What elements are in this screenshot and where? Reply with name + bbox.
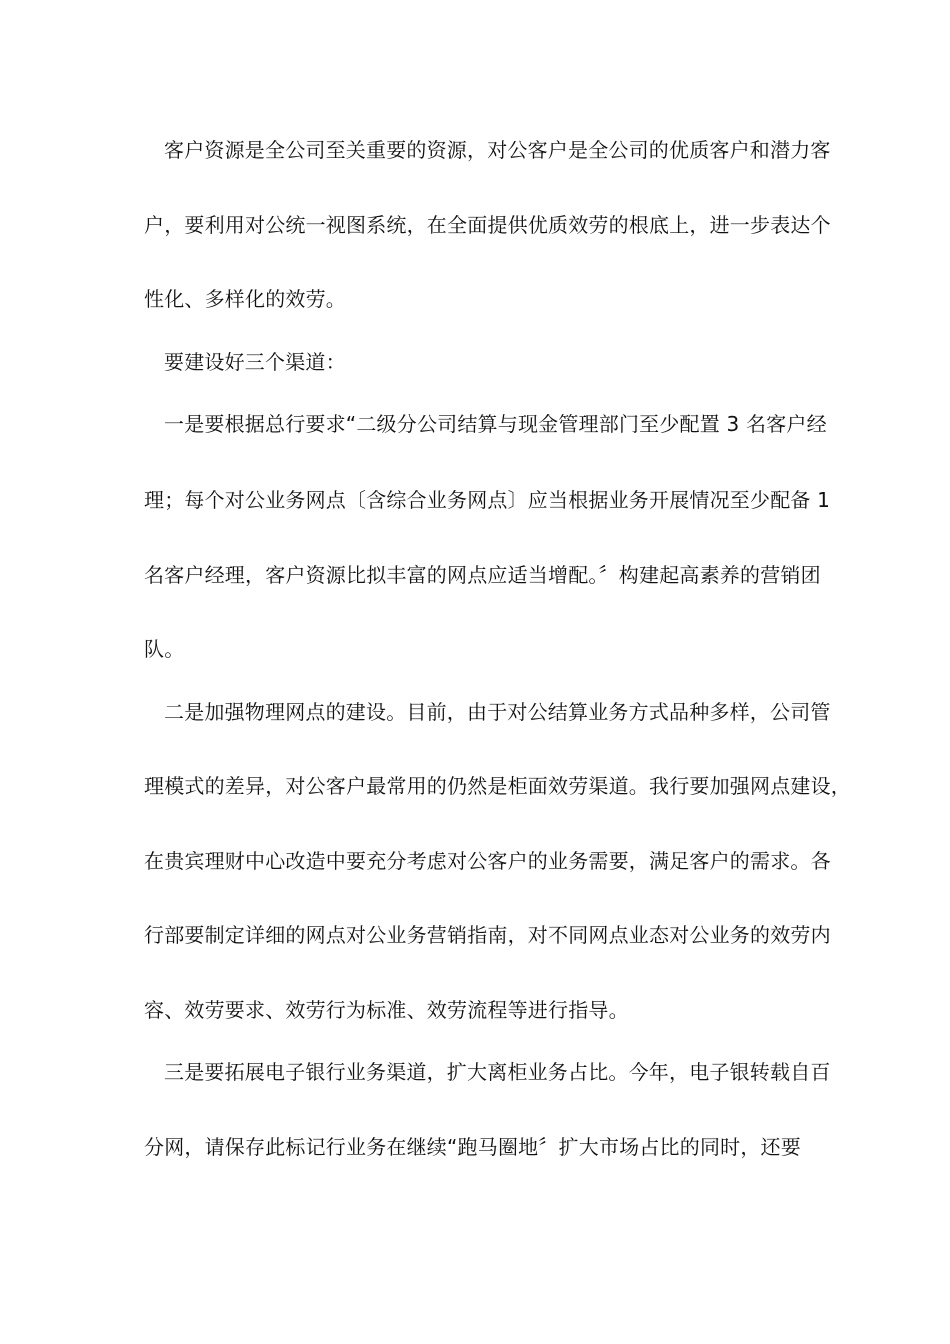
paragraph-line: 容、效劳要求、效劳行为标准、效劳流程等进行指导。 [144,998,629,1022]
paragraph-line: 理；每个对公业务网点〔含综合业务网点〕应当根据业务开展情况至少配备 1 [144,488,831,512]
paragraph-line: 分网，请保存此标记行业务在继续“跑马圈地〞扩大市场占比的同时，还要 [144,1135,801,1159]
paragraph-line: 名客户经理，客户资源比拟丰富的网点应适当增配。〞构建起高素养的营销团 [144,563,821,587]
paragraph-line: 二是加强物理网点的建设。目前，由于对公结算业务方式品种多样，公司管 [164,700,831,724]
paragraph-line: 理模式的差异，对公客户最常用的仍然是柜面效劳渠道。我行要加强网点建设， [144,774,851,798]
section-heading-line: 要建设好三个渠道： [164,350,346,374]
paragraph-line: 三是要拓展电子银行业务渠道，扩大离柜业务占比。今年，电子银转载自百 [164,1060,831,1084]
paragraph-line: 客户资源是全公司至关重要的资源，对公客户是全公司的优质客户和潜力客 [164,138,831,162]
paragraph-line: 一是要根据总行要求“二级分公司结算与现金管理部门至少配置 3 名客户经 [164,412,827,436]
paragraph-line: 队。 [144,637,185,661]
paragraph-line: 性化、多样化的效劳。 [144,287,346,311]
paragraph-line: 在贵宾理财中心改造中要充分考虑对公客户的业务需要，满足客户的需求。各 [144,849,831,873]
paragraph-line: 户，要利用对公统一视图系统，在全面提供优质效劳的根底上，进一步表达个 [144,213,831,237]
paragraph-line: 行部要制定详细的网点对公业务营销指南，对不同网点业态对公业务的效劳内 [144,923,831,947]
